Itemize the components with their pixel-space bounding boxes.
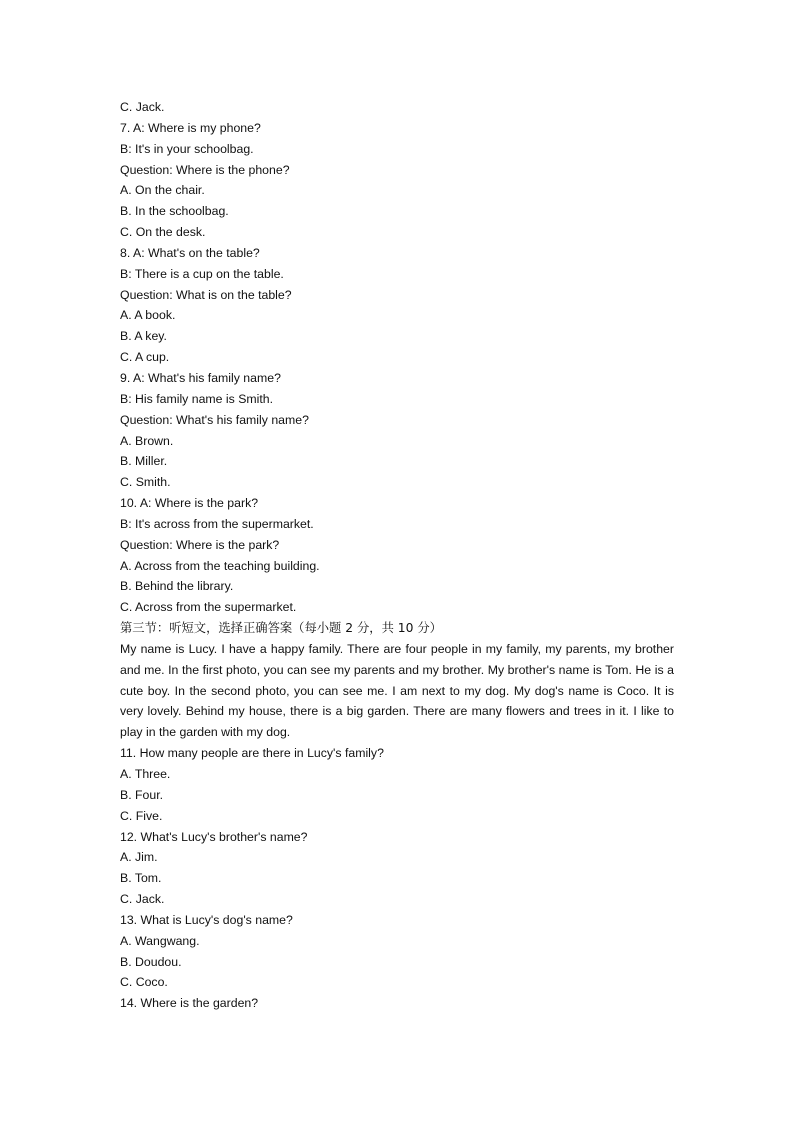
text-line: B: There is a cup on the table. xyxy=(120,266,284,281)
text-line: Question: Where is the park? xyxy=(120,537,280,552)
text-line: 11. How many people are there in Lucy's family? xyxy=(120,746,384,761)
text-line: C. Smith. xyxy=(120,475,171,490)
text-line: C. Five. xyxy=(120,808,163,823)
text-line: B. Tom. xyxy=(120,871,162,886)
text-line: A. Jim. xyxy=(120,850,158,865)
text-line: C. Across from the supermarket. xyxy=(120,600,297,615)
text-line: A. Three. xyxy=(120,767,171,781)
text-line: A. On the chair. xyxy=(120,183,205,198)
text-line: 9. A: What's his family name? xyxy=(120,370,281,385)
text-line: 8. A: What's on the table? xyxy=(120,245,260,260)
text-line: Question: Where is the phone? xyxy=(120,162,290,177)
text-line: B. A key. xyxy=(120,329,167,344)
text-line: 14. Where is the garden? xyxy=(120,996,259,1011)
text-line: 7. A: Where is my phone? xyxy=(120,120,261,135)
text-line: A. Brown. xyxy=(120,433,174,448)
document-page xyxy=(120,97,674,1014)
text-line: B. Four. xyxy=(120,787,164,802)
text-line: B: It's across from the supermarket. xyxy=(120,516,314,531)
questions-7-10 xyxy=(120,97,674,618)
text-line: C. Jack. xyxy=(120,892,165,907)
text-line: 10. A: Where is the park? xyxy=(120,496,259,511)
text-line: C. Jack. xyxy=(120,100,165,114)
text-line: 13. What is Lucy's dog's name? xyxy=(120,912,293,927)
text-line: 12. What's Lucy's brother's name? xyxy=(120,829,308,844)
text-line: B. Miller. xyxy=(120,454,168,469)
questions-11-14 xyxy=(120,743,674,1014)
section-heading: 第三节：听短文，选择正确答案（每小题 2 分，共 10 分） xyxy=(120,621,442,636)
text-line: A. Across from the teaching building. xyxy=(120,558,320,573)
listening-passage: My name is Lucy. I have a happy family. There are four people in my family, my parents, my brother and me. In the first photo, you can see my parents and my brother. My brother's name is Tom. He is a cute boy. In the second photo, you can see me. I am next to my dog. My dog's name is Coco. It is very lovely. Behind my house, there is a big garden. There are many flowers and trees in it. I like to play in the garden with my dog. xyxy=(120,641,674,740)
text-line: Question: What is on the table? xyxy=(120,287,292,302)
text-line: C. On the desk. xyxy=(120,225,206,240)
text-line: A. Wangwang. xyxy=(120,933,200,948)
text-line: Question: What's his family name? xyxy=(120,412,309,427)
text-line: C. A cup. xyxy=(120,350,170,365)
text-line: B. In the schoolbag. xyxy=(120,204,229,219)
text-line: C. Coco. xyxy=(120,975,168,990)
text-line: B. Doudou. xyxy=(120,954,182,969)
text-line: A. A book. xyxy=(120,308,176,323)
text-line: B: His family name is Smith. xyxy=(120,391,274,406)
text-line: B: It's in your schoolbag. xyxy=(120,141,254,156)
text-line: B. Behind the library. xyxy=(120,579,234,594)
